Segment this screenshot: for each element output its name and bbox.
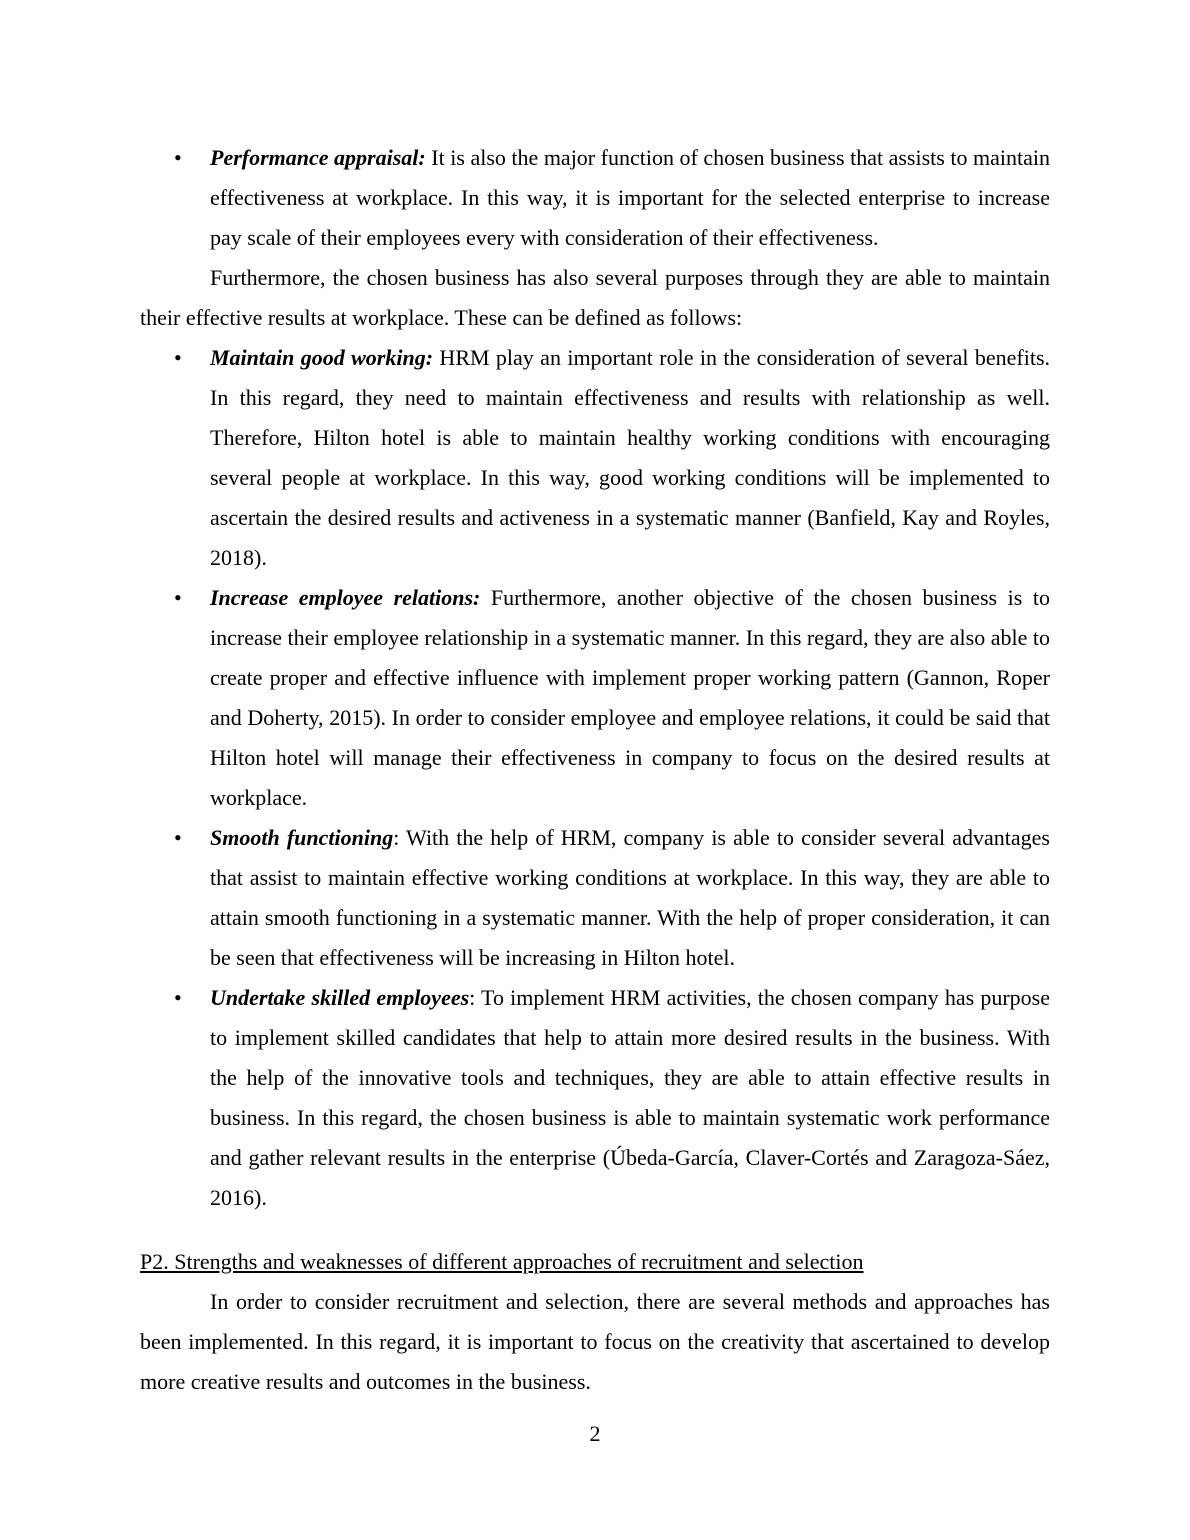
bullet-item-undertake-skilled-employees bbox=[140, 978, 1050, 1218]
bullet-lead: Performance appraisal: bbox=[210, 145, 426, 170]
paragraph-recruitment-selection: In order to consider recruitment and selection, there are several methods and approaches has been implemented. In this regard, it is important to focus on the creativity that ascertained to develop more creative results and outcomes in the business. bbox=[140, 1289, 1050, 1394]
bullet-item-smooth-functioning bbox=[140, 818, 1050, 978]
bullet-text: : To implement HRM activities, the chosen company has purpose to implement skilled candidates that help to attain more desired results in the business. With the help of the innovative tools and techniques, they are able to attain effective results in business. In this regard, the chosen business is able to maintain systematic work performance and gather relevant results in the enterprise (Úbeda-García, Claver-Cortés and Zaragoza-Sáez, 2016). bbox=[210, 985, 1050, 1210]
section-heading-p2: P2. Strengths and weaknesses of different approaches of recruitment and selection bbox=[140, 1249, 864, 1274]
bullet-item-increase-employee-relations bbox=[140, 578, 1050, 818]
bullet-item-maintain-good-working bbox=[140, 338, 1050, 578]
paragraph-purposes: Furthermore, the chosen business has also several purposes through they are able to maintain their effective results at workplace. These can be defined as follows: bbox=[140, 265, 1050, 330]
bullet-list-top bbox=[140, 138, 1050, 258]
bullet-lead: Smooth functioning bbox=[210, 825, 394, 850]
bullet-lead: Maintain good working: bbox=[210, 345, 434, 370]
page-number: 2 bbox=[589, 1421, 601, 1446]
bullet-text: HRM play an important role in the consideration of several benefits. In this regard, they need to maintain effectiveness and results with relationship as well. Therefore, Hilton hotel is able to maintain healthy working conditions with encouraging several people at workplace. In this way, good working conditions will be implemented to ascertain the desired results and activeness in a systematic manner (Banfield, Kay and Royles, 2018). bbox=[210, 345, 1051, 570]
bullet-text: It is also the major function of chosen business that assists to maintain effectiveness at workplace. In this way, it is important for the selected enterprise to increase pay scale of their employees every with consideration of their effectiveness. bbox=[210, 145, 1050, 250]
bullet-text: : With the help of HRM, company is able to consider several advantages that assist to maintain effective working conditions at workplace. In this way, they are able to attain smooth functioning in a systematic manner. With the help of proper consideration, it can be seen that effectiveness will be increasing in Hilton hotel. bbox=[210, 825, 1050, 970]
bullet-list-objectives bbox=[140, 338, 1050, 1218]
bullet-item-performance-appraisal bbox=[140, 138, 1050, 258]
bullet-lead: Undertake skilled employees bbox=[210, 985, 470, 1010]
bullet-lead: Increase employee relations: bbox=[210, 585, 481, 610]
bullet-text: Furthermore, another objective of the chosen business is to increase their employee relationship in a systematic manner. In this regard, they are also able to create proper and effective influence with implement proper working pattern (Gannon, Roper and Doherty, 2015). In order to consider employee and employee relations, it could be said that Hilton hotel will manage their effectiveness in company to focus on the desired results at workplace. bbox=[210, 585, 1050, 810]
